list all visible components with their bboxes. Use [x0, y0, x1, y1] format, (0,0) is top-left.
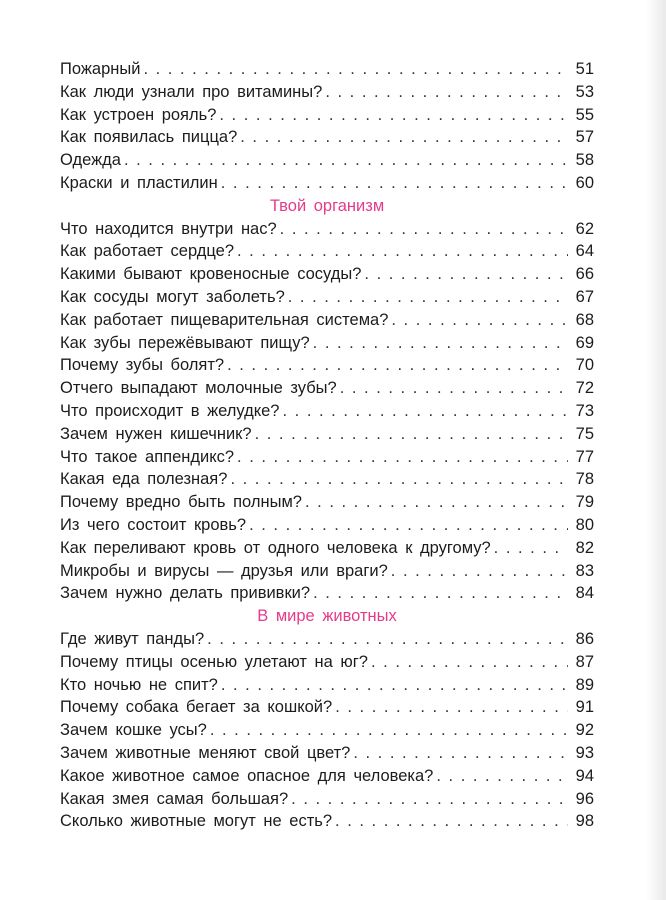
toc-entry-title: Как сосуды могут заболеть?: [60, 287, 285, 306]
toc-entry-page-number: 79: [575, 493, 594, 512]
toc-entry-title: Зачем животные меняют свой цвет?: [60, 743, 351, 762]
toc-entry-page-number: 60: [575, 173, 594, 192]
dot-leader: [391, 309, 568, 332]
toc-entry[interactable]: [60, 423, 594, 446]
toc-entry-page-number: 89: [575, 675, 594, 694]
toc-entry-page-number: 58: [575, 151, 594, 170]
toc-entry-page-number: 80: [575, 515, 594, 534]
toc-entry[interactable]: [60, 149, 594, 172]
toc-entry-page-number: 92: [575, 721, 594, 740]
section-heading: Твой организм: [269, 196, 385, 215]
toc-entry[interactable]: [60, 400, 594, 423]
toc-entry[interactable]: [60, 309, 594, 332]
dot-leader: [255, 423, 568, 446]
toc-entry-title: Что такое аппендикс?: [60, 447, 235, 466]
toc-entry-page-number: 62: [575, 219, 594, 238]
toc-entry[interactable]: [60, 332, 594, 355]
toc-entry[interactable]: [60, 263, 594, 286]
dot-leader: [221, 172, 568, 195]
toc-entry-page-number: 91: [575, 698, 594, 717]
toc-entry-title: Почему вредно быть полным?: [60, 493, 302, 512]
dot-leader: [325, 81, 568, 104]
toc-entry[interactable]: [60, 582, 594, 605]
dot-leader: [371, 651, 568, 674]
toc-entry-title: Что находится внутри нас?: [60, 219, 277, 238]
toc-entry-title: Какими бывают кровеносные сосуды?: [60, 265, 362, 284]
dot-leader: [313, 332, 568, 355]
toc-entry-page-number: 73: [575, 401, 594, 420]
toc-entry-title: Почему птицы осенью улетают на юг?: [60, 652, 368, 671]
toc-entry-title: Отчего выпадают молочные зубы?: [60, 379, 337, 398]
toc-entry-title: Почему собака бегает за кошкой?: [60, 698, 333, 717]
toc-entry[interactable]: [60, 742, 594, 765]
dot-leader: [227, 354, 568, 377]
toc-entry-page-number: 84: [575, 584, 594, 603]
toc-entry-page-number: 96: [575, 789, 594, 808]
toc-entry-page-number: 87: [575, 652, 594, 671]
dot-leader: [124, 149, 568, 172]
toc-entry[interactable]: [60, 696, 594, 719]
toc-entry[interactable]: [60, 514, 594, 537]
toc-entry-title: Как работает сердце?: [60, 242, 234, 261]
toc-entry-title: Какое животное самое опасное для человека?: [60, 766, 434, 785]
toc-entry[interactable]: [60, 810, 594, 833]
toc-entry-title: Как работает пищеварительная система?: [60, 310, 389, 329]
dot-leader: [335, 696, 568, 719]
toc-entry[interactable]: [60, 126, 594, 149]
toc-entry[interactable]: [60, 218, 594, 241]
toc-entry[interactable]: [60, 560, 594, 583]
toc-entry-page-number: 98: [575, 812, 594, 831]
toc-entry[interactable]: [60, 172, 594, 195]
dot-leader: [288, 286, 568, 309]
dot-leader: [143, 58, 568, 81]
page-edge-shadow: [646, 0, 666, 900]
toc-entry-title: Почему зубы болят?: [60, 356, 225, 375]
dot-leader: [353, 742, 568, 765]
toc-entry[interactable]: [60, 719, 594, 742]
toc-entry-page-number: 83: [575, 561, 594, 580]
toc-entry-page-number: 94: [575, 766, 594, 785]
dot-leader: [436, 765, 568, 788]
toc-entry-title: Зачем нужен кишечник?: [60, 424, 252, 443]
toc-entry-page-number: 69: [575, 333, 594, 352]
toc-entry[interactable]: [60, 537, 594, 560]
toc-entry[interactable]: [60, 788, 594, 811]
toc-entry[interactable]: [60, 286, 594, 309]
toc-entry[interactable]: [60, 674, 594, 697]
toc-entry-page-number: 51: [575, 60, 594, 78]
toc-entry[interactable]: [60, 58, 594, 81]
toc-entry-page-number: 68: [575, 310, 594, 329]
toc-entry-page-number: 67: [575, 287, 594, 306]
toc-entry-page-number: 75: [575, 424, 594, 443]
toc-entry-page-number: 86: [575, 629, 594, 648]
toc-entry-title: Зачем нужно делать прививки?: [60, 584, 311, 603]
dot-leader: [249, 514, 568, 537]
dot-leader: [207, 628, 568, 651]
table-of-contents: [60, 58, 594, 833]
dot-leader: [219, 104, 568, 127]
toc-entry[interactable]: [60, 651, 594, 674]
toc-entry[interactable]: [60, 81, 594, 104]
toc-entry-title: Кто ночью не спит?: [60, 675, 218, 694]
toc-entry-page-number: 93: [575, 743, 594, 762]
dot-leader: [291, 788, 568, 811]
toc-entry-title: Как устроен рояль?: [60, 105, 217, 124]
dot-leader: [240, 126, 568, 149]
dot-leader: [364, 263, 568, 286]
toc-entry[interactable]: [60, 628, 594, 651]
toc-entry-title: Как люди узнали про витамины?: [60, 82, 323, 101]
toc-entry-page-number: 57: [575, 128, 594, 147]
toc-entry[interactable]: [60, 468, 594, 491]
dot-leader: [313, 582, 568, 605]
toc-entry-title: Микробы и вирусы — друзья или враги?: [60, 561, 388, 580]
toc-entry[interactable]: [60, 377, 594, 400]
dot-leader: [340, 377, 568, 400]
dot-leader: [230, 468, 568, 491]
dot-leader: [335, 810, 568, 833]
toc-entry-page-number: 77: [575, 447, 594, 466]
toc-entry-title: Зачем кошке усы?: [60, 721, 207, 740]
dot-leader: [237, 240, 568, 263]
toc-entry-page-number: 78: [575, 470, 594, 489]
toc-entry-page-number: 64: [575, 242, 594, 261]
dot-leader: [391, 560, 568, 583]
dot-leader: [305, 491, 568, 514]
toc-entry[interactable]: [60, 491, 594, 514]
toc-entry-page-number: 66: [575, 265, 594, 284]
toc-entry-title: Что происходит в желудке?: [60, 401, 280, 420]
toc-entry-page-number: 70: [575, 356, 594, 375]
toc-entry-title: Сколько животные могут не есть?: [60, 812, 333, 831]
toc-entry-page-number: 55: [575, 105, 594, 124]
toc-entry-title: Краски и пластилин: [60, 173, 218, 192]
toc-entry-title: Какая змея самая большая?: [60, 789, 289, 808]
toc-entry-title: Как зубы пережёвывают пищу?: [60, 333, 310, 352]
toc-entry-page-number: 72: [575, 379, 594, 398]
dot-leader: [237, 446, 568, 469]
toc-entry-page-number: 82: [575, 538, 594, 557]
toc-entry-title: Как появилась пицца?: [60, 128, 238, 147]
dot-leader: [221, 674, 568, 697]
toc-entry-page-number: 53: [575, 82, 594, 101]
dot-leader: [210, 719, 568, 742]
toc-entry-title: Где живут панды?: [60, 629, 205, 648]
toc-entry[interactable]: [60, 240, 594, 263]
dot-leader: [282, 400, 568, 423]
toc-entry-title: Как переливают кровь от одного человека к другому?: [60, 538, 491, 557]
toc-entry-title: Какая еда полезная?: [60, 470, 228, 489]
toc-entry[interactable]: [60, 446, 594, 469]
toc-entry-title: Пожарный: [60, 60, 141, 78]
toc-entry-title: Из чего состоит кровь?: [60, 515, 247, 534]
dot-leader: [494, 537, 568, 560]
toc-entry-title: Одежда: [60, 151, 121, 170]
toc-entry[interactable]: [60, 104, 594, 127]
dot-leader: [280, 218, 568, 241]
toc-entry[interactable]: [60, 765, 594, 788]
section-heading: В мире животных: [257, 607, 397, 626]
toc-entry[interactable]: [60, 354, 594, 377]
